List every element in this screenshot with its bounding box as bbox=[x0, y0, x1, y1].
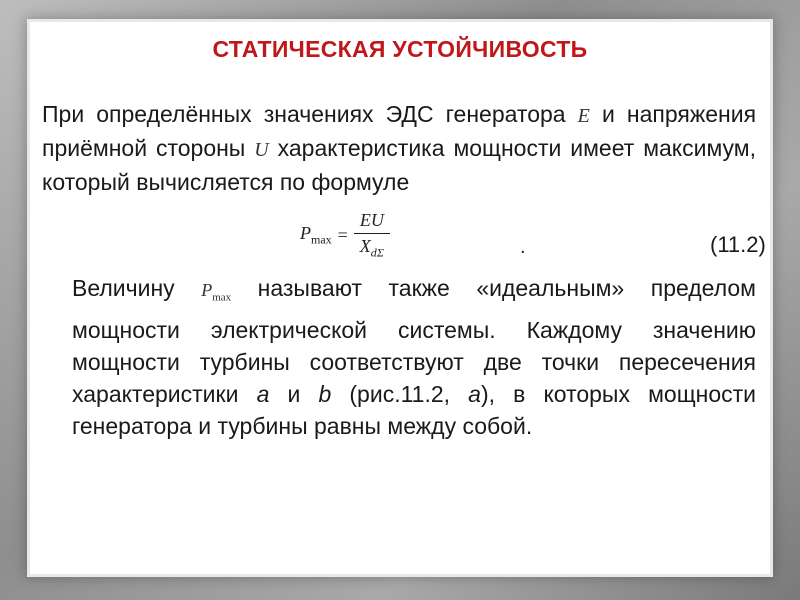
paragraph-1-text-a: При определённых значениях ЭДС генератора bbox=[42, 101, 566, 127]
symbol-u: U bbox=[254, 139, 269, 161]
paragraph-2-text-a: Величину bbox=[72, 275, 175, 301]
paragraph-2-text-and: и bbox=[287, 380, 301, 407]
symbol-b: b bbox=[318, 380, 332, 407]
formula-denominator bbox=[360, 234, 384, 261]
slide-title: СТАТИЧЕСКАЯ УСТОЙЧИВОСТЬ bbox=[212, 36, 588, 62]
equation-number: (11.2) bbox=[710, 232, 766, 257]
formula-lhs-subscript: max bbox=[311, 232, 332, 247]
formula-numerator: EU bbox=[354, 210, 390, 234]
paragraph-1 bbox=[42, 98, 756, 198]
slide bbox=[30, 22, 770, 574]
formula-denominator-subscript: dΣ bbox=[370, 245, 384, 260]
paragraph-2 bbox=[72, 272, 756, 442]
paragraph-2-text-d: ), в которых мощности генератора и турбины равны между собой. bbox=[72, 380, 756, 439]
formula-lhs bbox=[300, 223, 332, 248]
formula-equals: = bbox=[337, 224, 348, 245]
symbol-a-figure: а bbox=[468, 380, 481, 407]
formula-fraction bbox=[354, 210, 390, 261]
paragraph-1-text-c: характеристика мощности имеет максимум, который вычисляется по формуле bbox=[42, 135, 756, 195]
formula-11-2 bbox=[300, 210, 390, 261]
symbol-pmax bbox=[201, 280, 232, 304]
formula-lhs-symbol: P bbox=[300, 223, 311, 243]
paragraph-1-text-b: и напряжения приёмной стороны bbox=[42, 101, 757, 161]
formula-trailing-dot: . bbox=[520, 236, 526, 258]
formula-denominator-symbol: X bbox=[359, 236, 371, 256]
symbol-pmax-letter: P bbox=[201, 280, 213, 300]
symbol-pmax-subscript: max bbox=[212, 291, 232, 304]
symbol-a: a bbox=[256, 380, 270, 407]
symbol-e: E bbox=[577, 105, 590, 127]
paragraph-2-text-c: (рис.11.2, bbox=[349, 380, 451, 407]
paragraph-2-text-b: называют также «идеальным» пределом мощности электрической системы. Каждому значению мощности турбины соответствуют две точки пересечения характеристики bbox=[72, 275, 756, 407]
